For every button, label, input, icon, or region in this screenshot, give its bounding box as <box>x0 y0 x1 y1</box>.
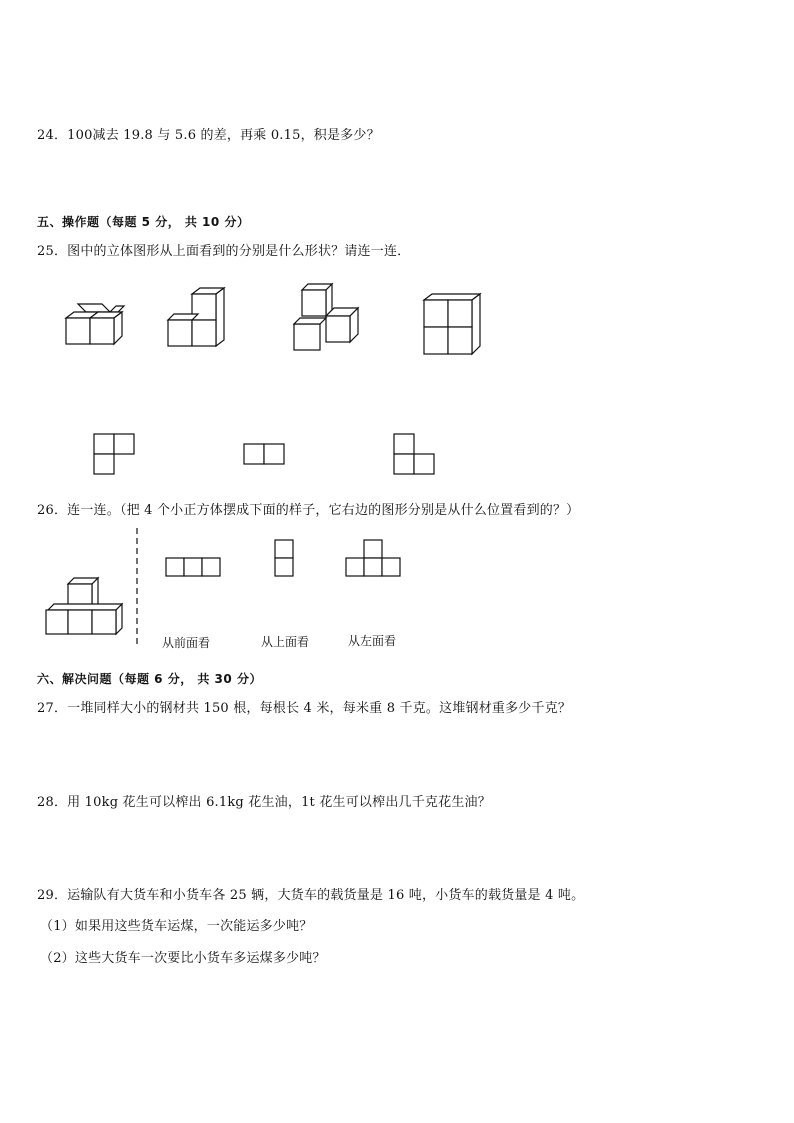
view-label-front: 从前面看 <box>162 636 211 650</box>
view-label-left: 从左面看 <box>348 634 397 648</box>
q25-top-view-3 <box>393 432 437 476</box>
q26-view-a <box>165 557 223 579</box>
question-27: 27．一堆同样大小的钢材共 150 根，每根长 4 米，每米重 8 千克。这堆钢材重多少千克？ <box>37 701 572 716</box>
view-label-top: 从上面看 <box>261 635 310 649</box>
question-29: 29．运输队有大货车和小货车各 25 辆，大货车的载货量是 16 吨，小货车的载货量是 4 吨。 <box>37 888 585 903</box>
q26-view-c <box>345 539 403 579</box>
q25-top-view-1 <box>93 432 137 476</box>
q25-solid-figure-4 <box>420 292 486 356</box>
q25-top-view-2 <box>242 443 286 467</box>
q26-dashed-divider <box>134 528 140 648</box>
question-29-part-1: （1）如果用这些货车运煤，一次能运多少吨？ <box>40 919 313 934</box>
q25-solid-figure-2 <box>162 286 232 350</box>
section-5-heading: 五、操作题（每题 5 分， 共 10 分） <box>37 215 250 229</box>
question-29-part-2: （2）这些大货车一次要比小货车多运煤多少吨？ <box>40 951 326 966</box>
question-24: 24．100减去 19.8 与 5.6 的差，再乘 0.15，积是多少？ <box>37 128 380 143</box>
q25-solid-figure-1 <box>60 300 130 350</box>
question-28: 28．用 10kg 花生可以榨出 6.1kg 花生油，1t 花生可以榨出几千克花生油？ <box>37 795 491 810</box>
section-6-heading: 六、解决问题（每题 6 分， 共 30 分） <box>37 672 262 686</box>
q26-solid-figure <box>42 574 124 636</box>
q26-view-b <box>274 539 296 579</box>
q25-solid-figure-3 <box>290 280 365 352</box>
question-26: 26．连一连。（把 4 个小正方体摆成下面的样子，它右边的图形分别是从什么位置看到的？） <box>37 503 580 518</box>
question-25: 25．图中的立体图形从上面看到的分别是什么形状？请连一连． <box>37 244 411 259</box>
